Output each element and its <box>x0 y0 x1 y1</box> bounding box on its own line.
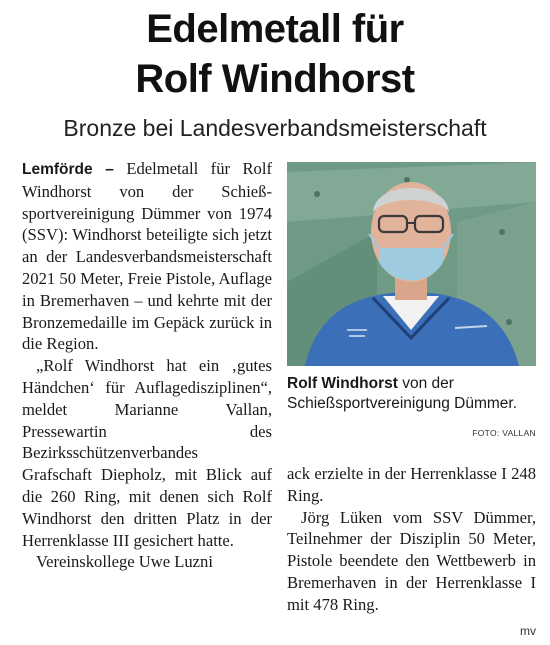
headline <box>0 4 550 104</box>
photo-credit: FOTO: VALLAN <box>472 428 536 438</box>
portrait-photo <box>287 162 536 366</box>
paragraph-4: Jörg Lüken vom SSV Dümmer, Teilnehmer der Disziplin 50 Meter, Pistole beendete den Wettbewerb in Bremerhaven in der Herrenklasse I mit 478 Ring. <box>287 507 536 614</box>
article-column-left <box>22 158 272 573</box>
photo-caption <box>287 374 536 414</box>
paragraph-1-text: Edelmetall für Rolf Windhorst von der Schießsportvereinigung Dümmer von 1974 (SSV): Windhorst beteiligte sich jetzt an der Landesverbandsmeisterschaft 2021 50 Meter, Freie Pistole, Auflage in Bremerhaven – und kehrte mit der Bronzemedaille im Gepäck zurück in die Region. <box>22 159 272 354</box>
subheadline: Bronze bei Landesverbandsmeisterschaft <box>63 115 487 141</box>
headline-line-2: Rolf Windhorst <box>135 57 415 101</box>
paragraph-3: Vereinskollege Uwe Luzni <box>36 552 213 572</box>
paragraph-1 <box>22 158 272 355</box>
author-initials: mv <box>520 624 536 638</box>
portrait-illustration <box>287 162 536 366</box>
article-column-right <box>287 463 536 616</box>
caption-name: Rolf Windhorst <box>287 375 398 392</box>
headline-line-1: Edelmetall für <box>146 7 404 51</box>
paragraph-2: „Rolf Windhorst hat ein ‚gutes Händchen‘ für Auflagedisziplinen“, meldet Marianne Vallan, Pressewartin des Bezirksschützenverbandes Grafschaft Diepholz, mit Blick auf die 260 Ring, mit denen sich Rolf Windhorst den dritten Platz in der Herrenklasse III gesichert hatte. <box>22 356 272 550</box>
dateline: Lemförde – <box>22 161 114 178</box>
caption-text: von der Schießsportvereinigung Dümmer. <box>287 375 518 412</box>
paragraph-3-continued: ack erzielte in der Herrenklasse I 248 Ring. <box>287 464 536 505</box>
